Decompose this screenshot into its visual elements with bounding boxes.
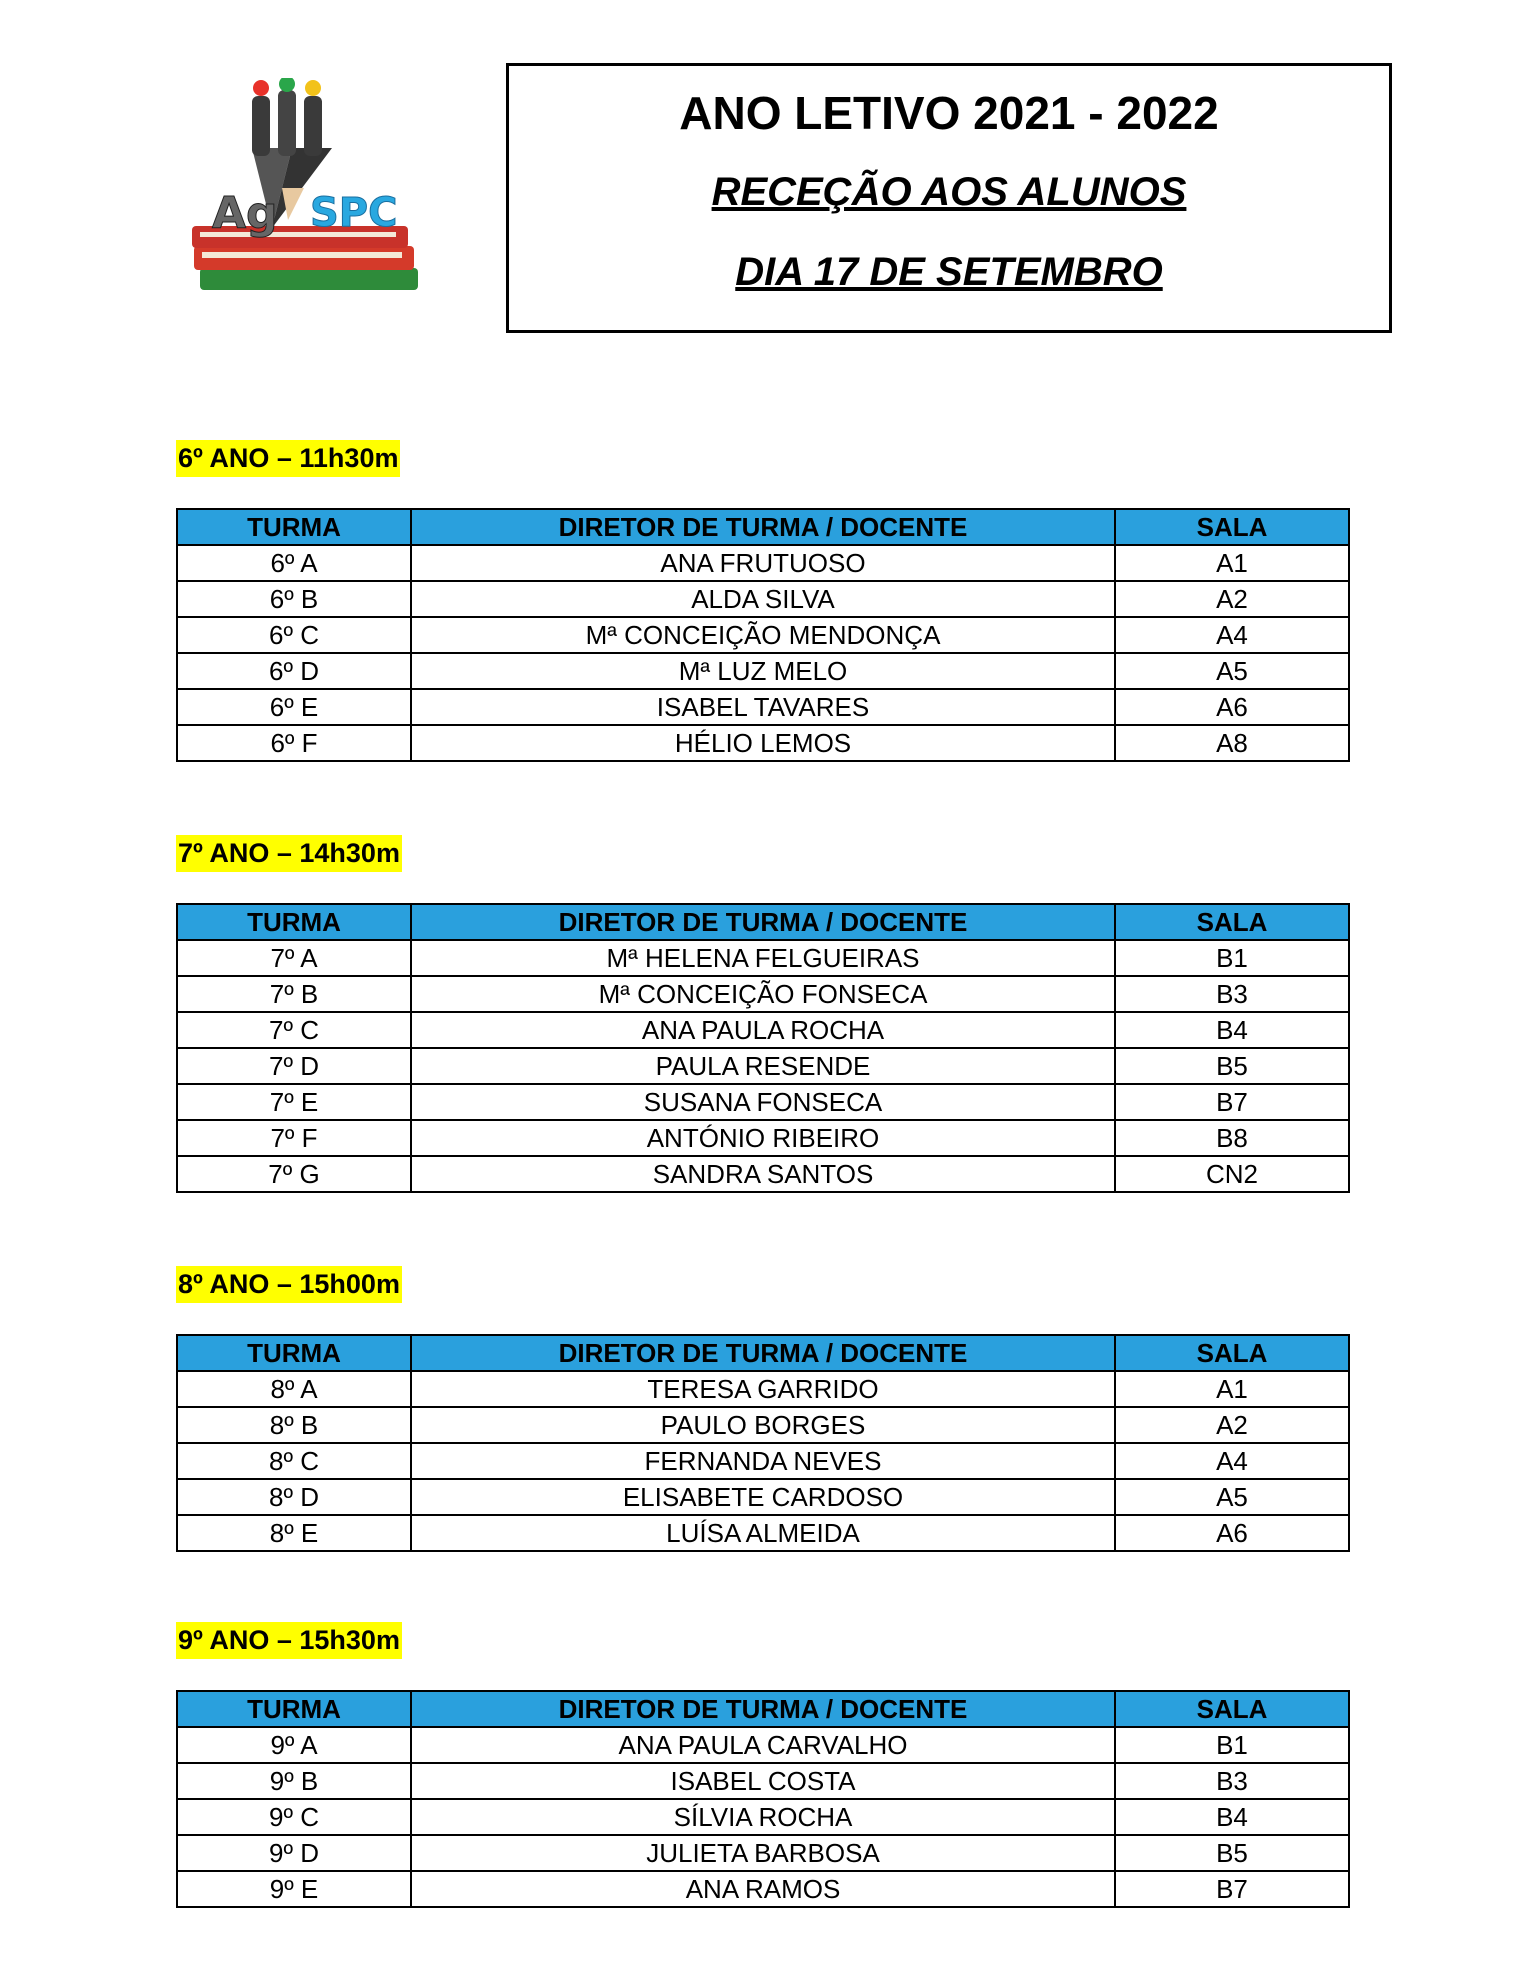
column-header-sala: SALA xyxy=(1115,904,1349,940)
cell-diretor: SUSANA FONSECA xyxy=(411,1084,1115,1120)
cell-diretor: ISABEL TAVARES xyxy=(411,689,1115,725)
cell-diretor: ANA RAMOS xyxy=(411,1871,1115,1907)
cell-turma: 7º B xyxy=(177,976,411,1012)
cell-turma: 6º C xyxy=(177,617,411,653)
cell-turma: 7º E xyxy=(177,1084,411,1120)
cell-sala: A5 xyxy=(1115,653,1349,689)
cell-turma: 7º D xyxy=(177,1048,411,1084)
cell-turma: 9º A xyxy=(177,1727,411,1763)
section-heading: 7º ANO – 14h30m xyxy=(176,835,402,872)
column-header-sala: SALA xyxy=(1115,509,1349,545)
cell-sala: B5 xyxy=(1115,1835,1349,1871)
table-row xyxy=(177,1799,1349,1835)
cell-turma: 8º A xyxy=(177,1371,411,1407)
cell-turma: 8º B xyxy=(177,1407,411,1443)
column-header-turma: TURMA xyxy=(177,1691,411,1727)
table-header-row xyxy=(177,904,1349,940)
cell-sala: B4 xyxy=(1115,1799,1349,1835)
cell-turma: 9º D xyxy=(177,1835,411,1871)
table-row xyxy=(177,1727,1349,1763)
cell-sala: B1 xyxy=(1115,940,1349,976)
event-date: DIA 17 DE SETEMBRO xyxy=(735,250,1163,294)
cell-diretor: TERESA GARRIDO xyxy=(411,1371,1115,1407)
table-row xyxy=(177,545,1349,581)
cell-sala: B3 xyxy=(1115,976,1349,1012)
cell-turma: 6º B xyxy=(177,581,411,617)
table-header-row xyxy=(177,1691,1349,1727)
table-row xyxy=(177,653,1349,689)
table-row xyxy=(177,1156,1349,1192)
table-row xyxy=(177,1048,1349,1084)
column-header-sala: SALA xyxy=(1115,1335,1349,1371)
table-row xyxy=(177,1084,1349,1120)
cell-sala: B7 xyxy=(1115,1871,1349,1907)
cell-sala: B4 xyxy=(1115,1012,1349,1048)
cell-sala: A1 xyxy=(1115,1371,1349,1407)
svg-text:SPC: SPC xyxy=(310,190,398,236)
section-heading: 9º ANO – 15h30m xyxy=(176,1622,402,1659)
cell-diretor: PAULA RESENDE xyxy=(411,1048,1115,1084)
cell-turma: 7º C xyxy=(177,1012,411,1048)
table-row xyxy=(177,689,1349,725)
cell-turma: 8º C xyxy=(177,1443,411,1479)
cell-diretor: SANDRA SANTOS xyxy=(411,1156,1115,1192)
class-table xyxy=(176,1334,1350,1552)
cell-turma: 9º B xyxy=(177,1763,411,1799)
cell-diretor: Mª LUZ MELO xyxy=(411,653,1115,689)
table-row xyxy=(177,1763,1349,1799)
table-row xyxy=(177,1871,1349,1907)
column-header-diretor: DIRETOR DE TURMA / DOCENTE xyxy=(411,509,1115,545)
cell-turma: 6º E xyxy=(177,689,411,725)
cell-diretor: ALDA SILVA xyxy=(411,581,1115,617)
cell-turma: 6º A xyxy=(177,545,411,581)
column-header-turma: TURMA xyxy=(177,1335,411,1371)
class-table xyxy=(176,1690,1350,1908)
cell-sala: A6 xyxy=(1115,1515,1349,1551)
cell-diretor: LUÍSA ALMEIDA xyxy=(411,1515,1115,1551)
cell-diretor: PAULO BORGES xyxy=(411,1407,1115,1443)
page-subtitle: RECEÇÃO AOS ALUNOS xyxy=(711,170,1187,214)
cell-diretor: ANA PAULA ROCHA xyxy=(411,1012,1115,1048)
class-table xyxy=(176,508,1350,762)
cell-sala: A4 xyxy=(1115,1443,1349,1479)
cell-sala: A1 xyxy=(1115,545,1349,581)
table-row xyxy=(177,1515,1349,1551)
cell-sala: A2 xyxy=(1115,1407,1349,1443)
table-row xyxy=(177,1407,1349,1443)
table-row xyxy=(177,1443,1349,1479)
cell-turma: 8º D xyxy=(177,1479,411,1515)
table-row xyxy=(177,581,1349,617)
section-7-ano xyxy=(176,835,1348,1193)
table-row xyxy=(177,976,1349,1012)
cell-diretor: ANTÓNIO RIBEIRO xyxy=(411,1120,1115,1156)
table-row xyxy=(177,940,1349,976)
school-logo xyxy=(192,78,422,298)
cell-diretor: FERNANDA NEVES xyxy=(411,1443,1115,1479)
cell-sala: CN2 xyxy=(1115,1156,1349,1192)
cell-sala: A5 xyxy=(1115,1479,1349,1515)
table-row xyxy=(177,1120,1349,1156)
table-row xyxy=(177,1835,1349,1871)
cell-turma: 7º A xyxy=(177,940,411,976)
cell-turma: 8º E xyxy=(177,1515,411,1551)
class-table xyxy=(176,903,1350,1193)
page-title: ANO LETIVO 2021 - 2022 xyxy=(679,87,1219,139)
cell-sala: B5 xyxy=(1115,1048,1349,1084)
table-row xyxy=(177,725,1349,761)
table-header-row xyxy=(177,1335,1349,1371)
cell-sala: B7 xyxy=(1115,1084,1349,1120)
column-header-diretor: DIRETOR DE TURMA / DOCENTE xyxy=(411,1335,1115,1371)
cell-turma: 7º G xyxy=(177,1156,411,1192)
cell-sala: B3 xyxy=(1115,1763,1349,1799)
cell-turma: 6º F xyxy=(177,725,411,761)
cell-sala: A2 xyxy=(1115,581,1349,617)
cell-diretor: ANA PAULA CARVALHO xyxy=(411,1727,1115,1763)
table-header-row xyxy=(177,509,1349,545)
cell-diretor: HÉLIO LEMOS xyxy=(411,725,1115,761)
cell-sala: A8 xyxy=(1115,725,1349,761)
table-row xyxy=(177,1371,1349,1407)
section-heading: 6º ANO – 11h30m xyxy=(176,440,400,477)
cell-diretor: Mª CONCEIÇÃO MENDONÇA xyxy=(411,617,1115,653)
title-box xyxy=(506,63,1392,333)
table-row xyxy=(177,1012,1349,1048)
cell-diretor: Mª CONCEIÇÃO FONSECA xyxy=(411,976,1115,1012)
cell-sala: A6 xyxy=(1115,689,1349,725)
table-row xyxy=(177,617,1349,653)
svg-text:Ag: Ag xyxy=(212,188,278,239)
section-9-ano xyxy=(176,1622,1348,1908)
column-header-turma: TURMA xyxy=(177,509,411,545)
cell-diretor: ANA FRUTUOSO xyxy=(411,545,1115,581)
section-6-ano xyxy=(176,440,1348,762)
column-header-sala: SALA xyxy=(1115,1691,1349,1727)
cell-turma: 6º D xyxy=(177,653,411,689)
cell-turma: 7º F xyxy=(177,1120,411,1156)
cell-turma: 9º C xyxy=(177,1799,411,1835)
cell-diretor: JULIETA BARBOSA xyxy=(411,1835,1115,1871)
table-row xyxy=(177,1479,1349,1515)
section-8-ano xyxy=(176,1266,1348,1552)
cell-sala: B8 xyxy=(1115,1120,1349,1156)
column-header-diretor: DIRETOR DE TURMA / DOCENTE xyxy=(411,904,1115,940)
cell-diretor: Mª HELENA FELGUEIRAS xyxy=(411,940,1115,976)
cell-diretor: ELISABETE CARDOSO xyxy=(411,1479,1115,1515)
cell-sala: A4 xyxy=(1115,617,1349,653)
cell-diretor: SÍLVIA ROCHA xyxy=(411,1799,1115,1835)
column-header-turma: TURMA xyxy=(177,904,411,940)
cell-turma: 9º E xyxy=(177,1871,411,1907)
cell-sala: B1 xyxy=(1115,1727,1349,1763)
section-heading: 8º ANO – 15h00m xyxy=(176,1266,402,1303)
column-header-diretor: DIRETOR DE TURMA / DOCENTE xyxy=(411,1691,1115,1727)
cell-diretor: ISABEL COSTA xyxy=(411,1763,1115,1799)
